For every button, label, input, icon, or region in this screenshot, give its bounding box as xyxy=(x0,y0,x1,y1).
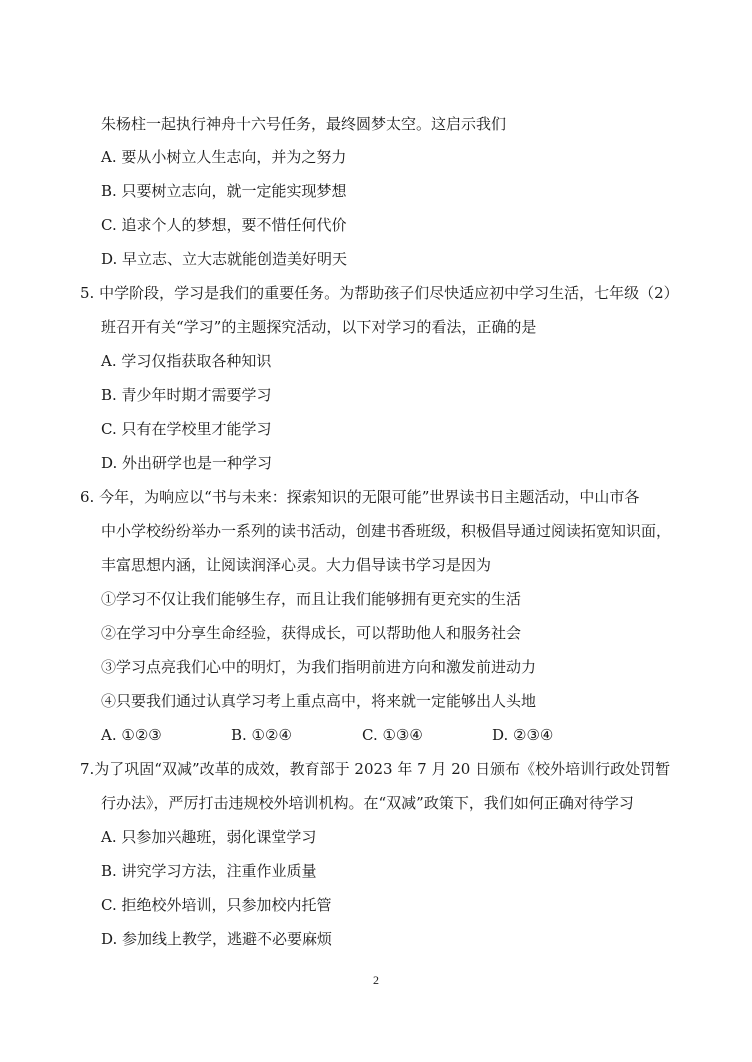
q6-option-b: B. ①②④ xyxy=(231,726,292,744)
q4-option-c: C. 追求个人的梦想，要不惜任何代价 xyxy=(101,216,347,234)
q4-option-b: B. 只要树立志向，就一定能实现梦想 xyxy=(101,182,347,200)
q5-stem-line1: 5. 中学阶段，学习是我们的重要任务。为帮助孩子们尽快适应初中学习生活，七年级（2） xyxy=(80,284,679,302)
page-number: 2 xyxy=(373,973,379,987)
q7-option-b: B. 讲究学习方法，注重作业质量 xyxy=(101,862,317,880)
q5-option-d: D. 外出研学也是一种学习 xyxy=(101,454,273,472)
q7-option-c: C. 拒绝校外培训，只参加校内托管 xyxy=(101,896,332,914)
q6-statement-3: ③学习点亮我们心中的明灯，为我们指明前进方向和激发前进动力 xyxy=(101,658,537,676)
q7-option-d: D. 参加线上教学，逃避不必要麻烦 xyxy=(101,930,333,948)
q6-option-a: A. ①②③ xyxy=(101,726,162,744)
q6-statement-1: ①学习不仅让我们能够生存，而且让我们能够拥有更充实的生活 xyxy=(101,590,522,608)
q5-stem-line2: 班召开有关“学习”的主题探究活动，以下对学习的看法，正确的是 xyxy=(101,318,537,336)
q6-stem-line3: 丰富思想内涵，让阅读润泽心灵。大力倡导读书学习是因为 xyxy=(101,556,492,574)
q6-statement-4: ④只要我们通过认真学习考上重点高中，将来就一定能够出人头地 xyxy=(101,692,537,710)
q6-stem-line2: 中小学校纷纷举办一系列的读书活动，创建书香班级，积极倡导通过阅读拓宽知识面， xyxy=(101,522,672,540)
q5-option-a: A. 学习仅指获取各种知识 xyxy=(101,352,272,370)
q4-option-d: D. 早立志、立大志就能创造美好明天 xyxy=(101,250,348,268)
q5-option-c: C. 只有在学校里才能学习 xyxy=(101,420,272,438)
q7-option-a: A. 只参加兴趣班，弱化课堂学习 xyxy=(101,828,317,846)
q7-stem-line2: 行办法》，严厉打击违规校外培训机构。在“双减”政策下，我们如何正确对待学习 xyxy=(101,794,634,812)
q6-options-row xyxy=(0,725,752,745)
q5-option-b: B. 青少年时期才需要学习 xyxy=(101,386,272,404)
q6-statement-2: ②在学习中分享生命经验，获得成长，可以帮助他人和服务社会 xyxy=(101,624,522,642)
q6-option-d: D. ②③④ xyxy=(492,726,554,744)
q4-stem-continuation: 朱杨柱一起执行神舟十六号任务，最终圆梦太空。这启示我们 xyxy=(101,115,507,133)
q4-option-a: A. 要从小树立人生志向，并为之努力 xyxy=(101,148,347,166)
q7-stem-line1: 7.为了巩固“双减”改革的成效，教育部于 2023 年 7 月 20 日颁布《校外培训行政处罚暂 xyxy=(80,760,671,778)
q6-stem-line1: 6. 今年，为响应以“书与未来：探索知识的无限可能”世界读书日主题活动，中山市各 xyxy=(80,488,640,506)
q6-option-c: C. ①③④ xyxy=(362,726,423,744)
